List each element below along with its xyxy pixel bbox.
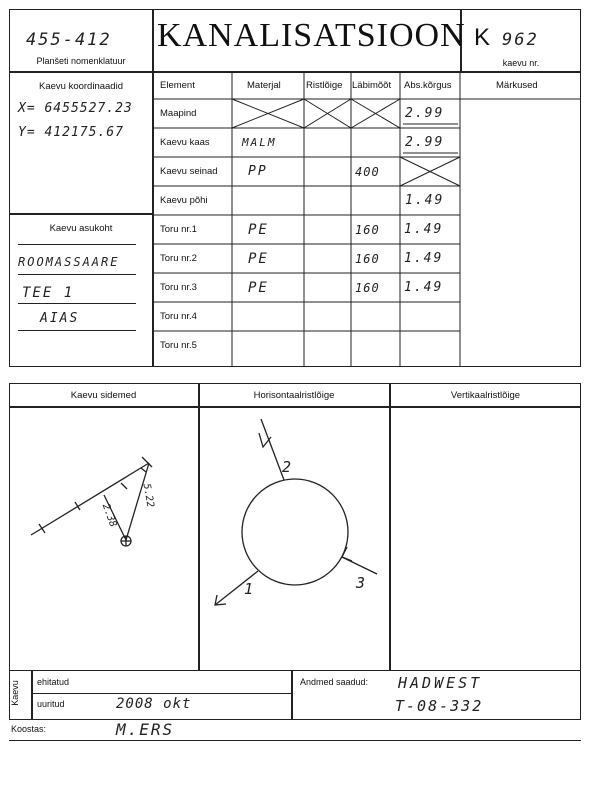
row-diameter: 160: [355, 222, 380, 237]
divider: [31, 693, 292, 694]
row-elevation: 1.49: [404, 280, 444, 295]
col-header-diameter: Läbimõõt: [352, 80, 392, 91]
coords-label: Kaevu koordinaadid: [39, 81, 123, 92]
row-material: PE: [248, 221, 269, 238]
col-header-elevation: Abs.kõrgus: [404, 80, 452, 91]
tie-2-value: 5.22: [140, 482, 156, 509]
col-header-cross-section: Ristlõige: [306, 80, 343, 91]
divider: [31, 670, 33, 720]
location-label: Kaevu asukoht: [49, 223, 113, 234]
row-material: PE: [248, 279, 269, 296]
row-elevation: 1.49: [405, 193, 445, 208]
surveyed-label: uuritud: [37, 699, 65, 709]
row-material: PE: [248, 250, 269, 267]
coord-y: Y= 412175.67: [18, 125, 124, 140]
section-ties-title: Kaevu sidemed: [70, 390, 137, 401]
row-elevation: 2.99: [405, 106, 445, 121]
row-material: PP: [248, 164, 268, 179]
coord-x: X= 6455527.23: [18, 101, 133, 116]
sheet-number: 455-412: [26, 30, 112, 50]
tie-1-value: 2.38: [99, 502, 119, 529]
page-title: KANALISATSIOON: [157, 17, 466, 54]
row-element: Toru nr.4: [160, 311, 197, 322]
col-header-remarks: Märkused: [496, 80, 538, 91]
row-element: Maapind: [160, 108, 197, 119]
well-prefix: K: [474, 24, 491, 51]
row-element: Kaevu põhi: [160, 195, 208, 206]
sheet-label: Planšeti nomenklatuur: [36, 56, 126, 66]
well-label: kaevu nr.: [502, 58, 540, 68]
divider: [291, 670, 293, 720]
row-element: Kaevu kaas: [160, 137, 210, 148]
location-line-1: ROOMASSAARE: [18, 255, 120, 269]
well-side-label: Kaevu: [9, 680, 20, 706]
row-element: Kaevu seinad: [160, 166, 218, 177]
row-element: Toru nr.1: [160, 224, 197, 235]
built-label: ehitatud: [37, 677, 70, 687]
pipe-label-3: 3: [356, 574, 368, 592]
section-horizontal-title: Horisontaalristlõige: [253, 390, 335, 401]
divider: [389, 383, 391, 671]
row-element: Toru nr.5: [160, 340, 197, 351]
divider: [9, 740, 581, 741]
row-diameter: 160: [355, 280, 380, 295]
pipe-label-1: 1: [244, 580, 256, 598]
well-number: 962: [502, 30, 539, 50]
compiler-label: Koostas:: [11, 724, 47, 734]
footer-frame: [9, 670, 581, 720]
location-line-2: TEE 1: [22, 285, 75, 301]
col-header-material: Materjal: [247, 80, 281, 91]
source-value-2: T-08-332: [395, 697, 484, 715]
section-vertical-title: Vertikaalristlõige: [450, 390, 521, 401]
row-diameter: 400: [355, 164, 380, 179]
source-value-1: HADWEST: [398, 674, 483, 692]
compiler-value: M.ERS: [116, 720, 175, 739]
col-header-element: Element: [160, 80, 195, 91]
pipe-label-2: 2: [282, 458, 294, 476]
handwriting-underlines: [0, 0, 601, 370]
horizontal-section-sketch: [199, 407, 389, 667]
location-line-3: AIAS: [40, 311, 80, 326]
row-material: MALM: [242, 136, 277, 149]
row-elevation: 2.99: [405, 135, 445, 150]
row-diameter: 160: [355, 251, 380, 266]
row-elevation: 1.49: [404, 251, 444, 266]
surveyed-value: 2008 okt: [116, 696, 192, 712]
ties-sketch: [9, 407, 199, 667]
row-element: Toru nr.3: [160, 282, 197, 293]
source-label: Andmed saadud:: [300, 677, 369, 687]
row-element: Toru nr.2: [160, 253, 197, 264]
row-elevation: 1.49: [404, 222, 444, 237]
